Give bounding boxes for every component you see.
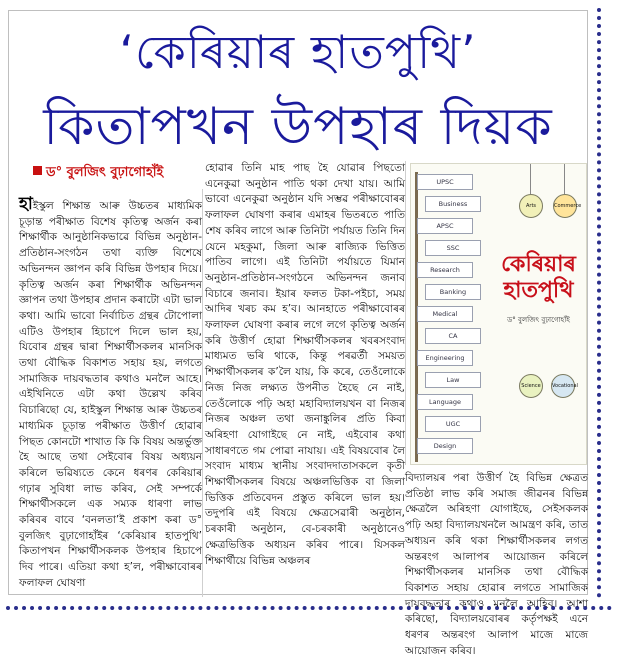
book-title-line-2: হাতপুথি [503,278,574,303]
signpost-board: Design [417,438,473,454]
bulb-icon: Science [519,374,543,398]
signpost-board: Law [425,372,481,388]
signpost-board: CA [425,328,481,344]
signpost-board: Research [417,262,473,278]
article-column-2: হোৱাৰ তিনি মাহ পাছ হৈ যোৱাৰ পিছতো এনেকুৱা অনুষ্ঠান পাতি থকা দেখা যায়। আমি ভাবো এনেকুৱা অনুষ্ঠান যদি সম্ভৱ পৰীক্ষাবোৰৰ ফলাফল ঘোষণা কৰাৰ এমাহৰ ভিতৰতে পাতি শেষ কৰিব লাগে আৰু তিনিটা পৰ্যায়ত তিনি দিন যেনে মহকুমা, জিলা আৰু ৰাজ্যিক ভিত্তিত পাতিব লাগে। এই তিনিটা পৰ্যায়তে যিমান অনুষ্ঠান-প্ৰতিষ্ঠান-সংগঠনে অভিনন্দন জনাব বিচাৰে জনাব। ইয়াৰ ফলত টকা-পইচা, সময় আদিৰ খৰচ কম হ’ব। আনহাতে পৰীক্ষাবোৰৰ ফলাফল ঘোষণা কৰাৰ লগে লগে কৃতিত্ব অৰ্জন কৰি উত্তীৰ্ণ হোৱা শিক্ষাৰ্থীসকলৰ খবৰসংবাদ মাধ্যমত ভৰি থাকে, কিন্তু পৰৱৰ্তী সময়ত শিক্ষাৰ্থীসকলৰ ক’লৈ যায়, কি কৰে, তেওঁলোকে নিজ নিজ লক্ষ্যত উপনীত হৈছে নে নাই, তেওঁলোকে পঢ়ি অহা মহাবিদ্যালয়খন বা নিজৰ নিজৰ অঞ্চল তথা জনাঙ্কুলিৰ প্ৰতি কিবা অৰিহণা যোগাইছে নে নাই, এইবোৰ কথা সাধাৰণতে গম পোৱা নাযায়। এই বিষয়বোৰ লৈ সংবাদ মাধ্যম স্থানীয় সংবাদদাতাসকলে কৃতী শিক্ষাৰ্থীসকলৰ বিষয়ে অঞ্চলভিত্তিক বা জিলা ভিত্তিক প্ৰতিবেদন প্ৰস্তুত কৰিলে ভাল হয়। তদুপৰি এই বিষয়ে ক্ষেত্ৰসেৱাৰী অনুষ্ঠান, চৰকাৰী অনুষ্ঠান, বে-চৰকাৰী অনুষ্ঠানেও ক্ষেত্ৰভিত্তিক অধ্যয়ন কৰিব পাৰে। যিসকল শিক্ষাৰ্থীয়ে বিভিন্ন অঞ্চলৰ [205,162,405,567]
column-1-text: ইস্কুল শিক্ষান্ত আৰু উচ্চতৰ মাধ্যমিক চূড়ান্ত পৰীক্ষাত বিশেষ কৃতিত্ব অৰ্জন কৰা শিক্ষাৰ্থীক আনুষ্ঠানিকভাৱে বিভিন্ন অনুষ্ঠান-প্ৰতিষ্ঠান-সংগঠন তথা ব্যক্তি বিশেষে অভিনন্দন জ্ঞাপন কৰি বিভিন্ন উপহাৰ দিয়ে। কৃতিত্ব অৰ্জন কৰা শিক্ষাৰ্থীক অভিনন্দন জ্ঞাপন তথা উপহাৰ প্ৰদান কৰাটো এটা ভাল কথা। আমি ভাবো নিৰ্বাচিত গ্ৰন্থৰ টোপোলা এটিও উপহাৰ হিচাপে দিলে ভাল হয়, যিবোৰ গ্ৰন্থৰ দ্বাৰা শিক্ষাৰ্থীসকলৰ মানসিক তথা বৌদ্ধিক বিকাশত সহায় হয়, লগতে সামাজিক দায়বদ্ধতাৰ কথাও মনলৈ আহে। এইখিনিতে এটা কথা উল্লেখ কৰিব বিচাৰিছো যে, হাইস্কুল শিক্ষান্ত আৰু উচ্চতৰ মাধ্যমিক চূড়ান্ত পৰীক্ষাত উত্তীৰ্ণ হোৱাৰ পিছত কোনটো শাখাত কি কি বিষয় অন্তৰ্ভুক্ত হৈ আছে তথা সেইবোৰ বিষয় অধ্যয়ন কৰিলে ভৱিষ্যতে কেনে ধৰণৰ কেৰিয়াৰ গঢ়াৰ সুবিধা লাভ কৰিব, সেই সম্পৰ্কে শিক্ষাৰ্থীসকলে এক সম্যক ধাৰণা লাভ কৰিবৰ বাবে ‘বনলতা’ই প্ৰকাশ কৰা ড° বুলজিৎ বুঢ়াগোহাঁইৰ ‘কেৰিয়াৰ হাতপুথি’ কিতাপখন শিক্ষাৰ্থীসকলক উপহাৰ হিচাপে দিব পাৰে। এতিয়া কথা হ’ল, পৰীক্ষাবোৰৰ ফলাফল ঘোষণা [19,200,202,589]
signpost-board: APSC [417,218,473,234]
book-title-line-1: কেৰিয়াৰ [501,252,576,277]
bulb-icon: Vocational [551,374,575,398]
bulb-icon: Commerce [553,194,577,218]
byline [33,163,163,184]
article-clipping [8,10,588,657]
signpost-board: Banking [425,284,481,300]
signpost-board: UPSC [417,174,473,190]
signpost-board: Engineering [417,350,473,366]
headline-line-2: কিতাপখন উপহাৰ দিয়ক [43,97,553,157]
byline-marker-icon [33,166,42,175]
column-rule [202,189,203,597]
bulb-icon: Arts [519,194,543,218]
signpost-board: Medical [417,306,473,322]
article-column-1 [19,194,202,592]
book-cover-image [410,163,587,465]
book-author: ড° বুলজিৎ বুঢ়াগোহাঁই [507,316,570,324]
signpost-board: Business [425,196,481,212]
author-name: ড° বুলজিৎ বুঢ়াগোহাঁই [46,165,164,180]
book-title [491,252,586,304]
page-border-right [597,8,601,598]
column-rule [405,161,406,465]
signpost-board: UGC [425,416,481,432]
headline-line-1: ‘কেৰিয়াৰ হাতপুথি’ [119,25,477,79]
article-column-3: বিদ্যালয়ৰ পৰা উত্তীৰ্ণ হৈ বিভিন্ন ক্ষেত্ৰত প্ৰতিষ্ঠা লাভ কৰি সমাজ জীৱনৰ বিভিন্ন ক্ষেত্ৰলৈ অৰিহণা যোগাইছে, সেইসকলক পঢ়ি অহা বিদ্যালয়খনলৈ আমন্ত্ৰণ কৰি, তাত অধ্যয়ন কৰি থকা শিক্ষাৰ্থীসকলৰ লগত অন্তৰংগ আলাপৰ আয়োজন কৰিলে শিক্ষাৰ্থীসকলৰ মানসিক তথা বৌদ্ধিক বিকাশত সহায় হোৱাৰ লগতে সামাজিক দায়বদ্ধতাৰ কথাও মনলৈ আহিব। আশা কৰিছো, বিদ্যালয়বোৰৰ কৰ্তৃপক্ষই এনে ধৰণৰ অন্তৰংগ আলাপ মাজে মাজে আয়োজন কৰিব। [405,472,588,657]
signpost-board: SSC [425,240,481,256]
signpost-board: Language [417,394,473,410]
drop-cap: হা [19,194,33,214]
